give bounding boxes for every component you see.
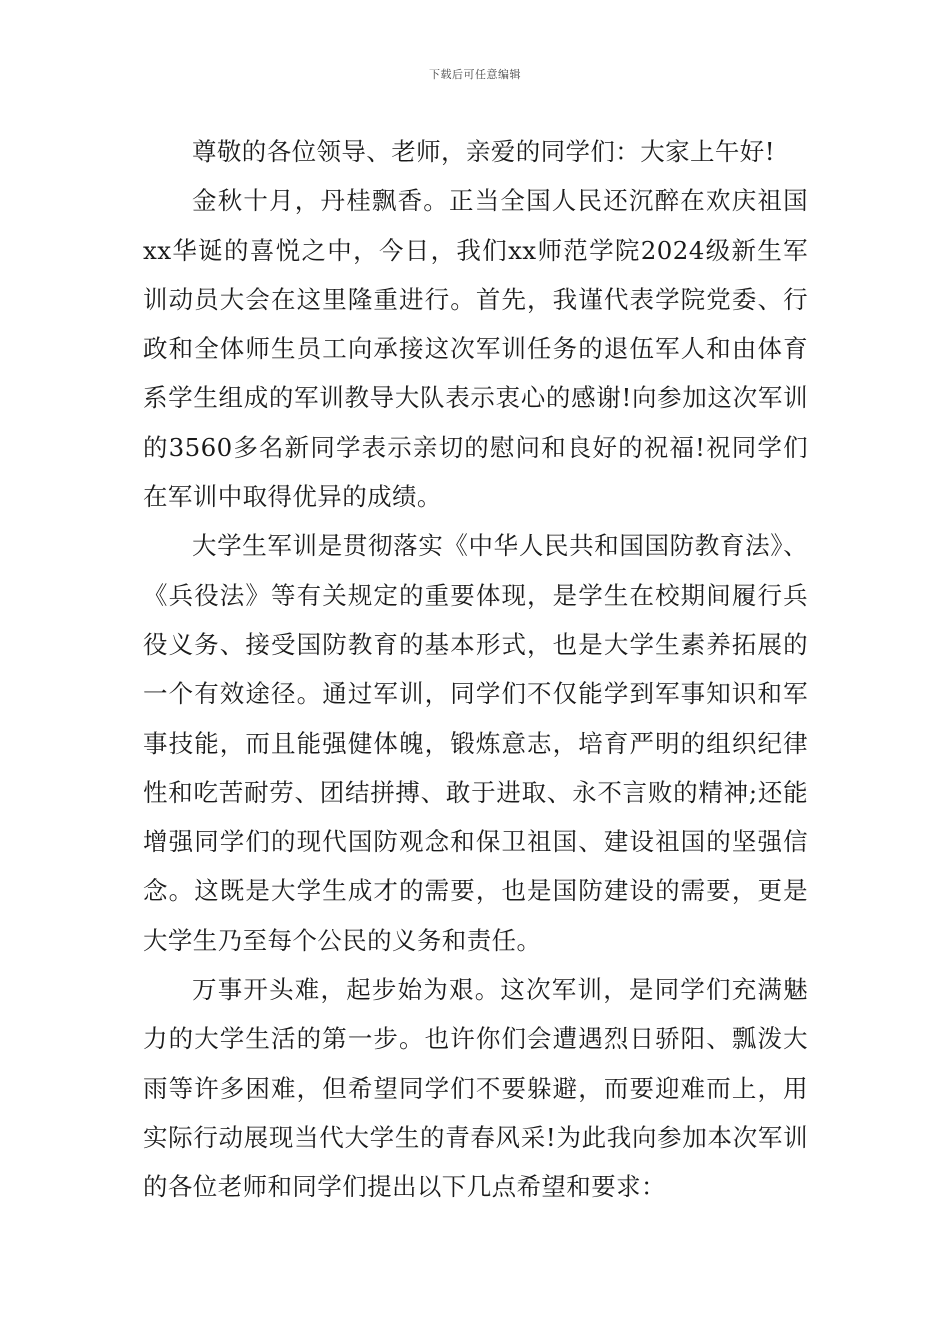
paragraph-significance: 大学生军训是贯彻落实《中华人民共和国国防教育法》、《兵役法》等有关规定的重要体现，是学生在校期间履行兵役义务、接受国防教育的基本形式，也是大学生素养拓展的一个有效途径。通过军训，同学们不仅能学到军事知识和军事技能，而且能强健体魄，锻炼意志，培育严明的组织纪律性和吃苦耐劳、团结拼搏、敢于进取、永不言败的精神;还能增强同学们的现代国防观念和保卫祖国、建设祖国的坚强信念。这既是大学生成才的需要，也是国防建设的需要，更是大学生乃至每个公民的义务和责任。 [143,531,808,955]
header-note: 下载后可任意编辑 [429,68,521,81]
document-body [143,127,808,1212]
paragraph-opening: 金秋十月，丹桂飘香。正当全国人民还沉醉在欢庆祖国xx华诞的喜悦之中，今日，我们xx师范学院2024级新生军训动员大会在这里隆重进行。首先，我谨代表学院党委、行政和全体师生员工向承接这次军训任务的退伍军人和由体育系学生组成的军训教导大队表示衷心的感谢!向参加这次军训的3560多名新同学表示亲切的慰问和良好的祝福!祝同学们在军训中取得优异的成绩。 [143,186,808,512]
paragraph-greeting: 尊敬的各位领导、老师，亲爱的同学们：大家上午好! [192,137,775,166]
paragraph-expectations: 万事开头难，起步始为艰。这次军训，是同学们充满魅力的大学生活的第一步。也许你们会遭遇烈日骄阳、瓢泼大雨等许多困难，但希望同学们不要躲避，而要迎难而上，用实际行动展现当代大学生的青春风采!为此我向参加本次军训的各位老师和同学们提出以下几点希望和要求： [143,975,808,1202]
